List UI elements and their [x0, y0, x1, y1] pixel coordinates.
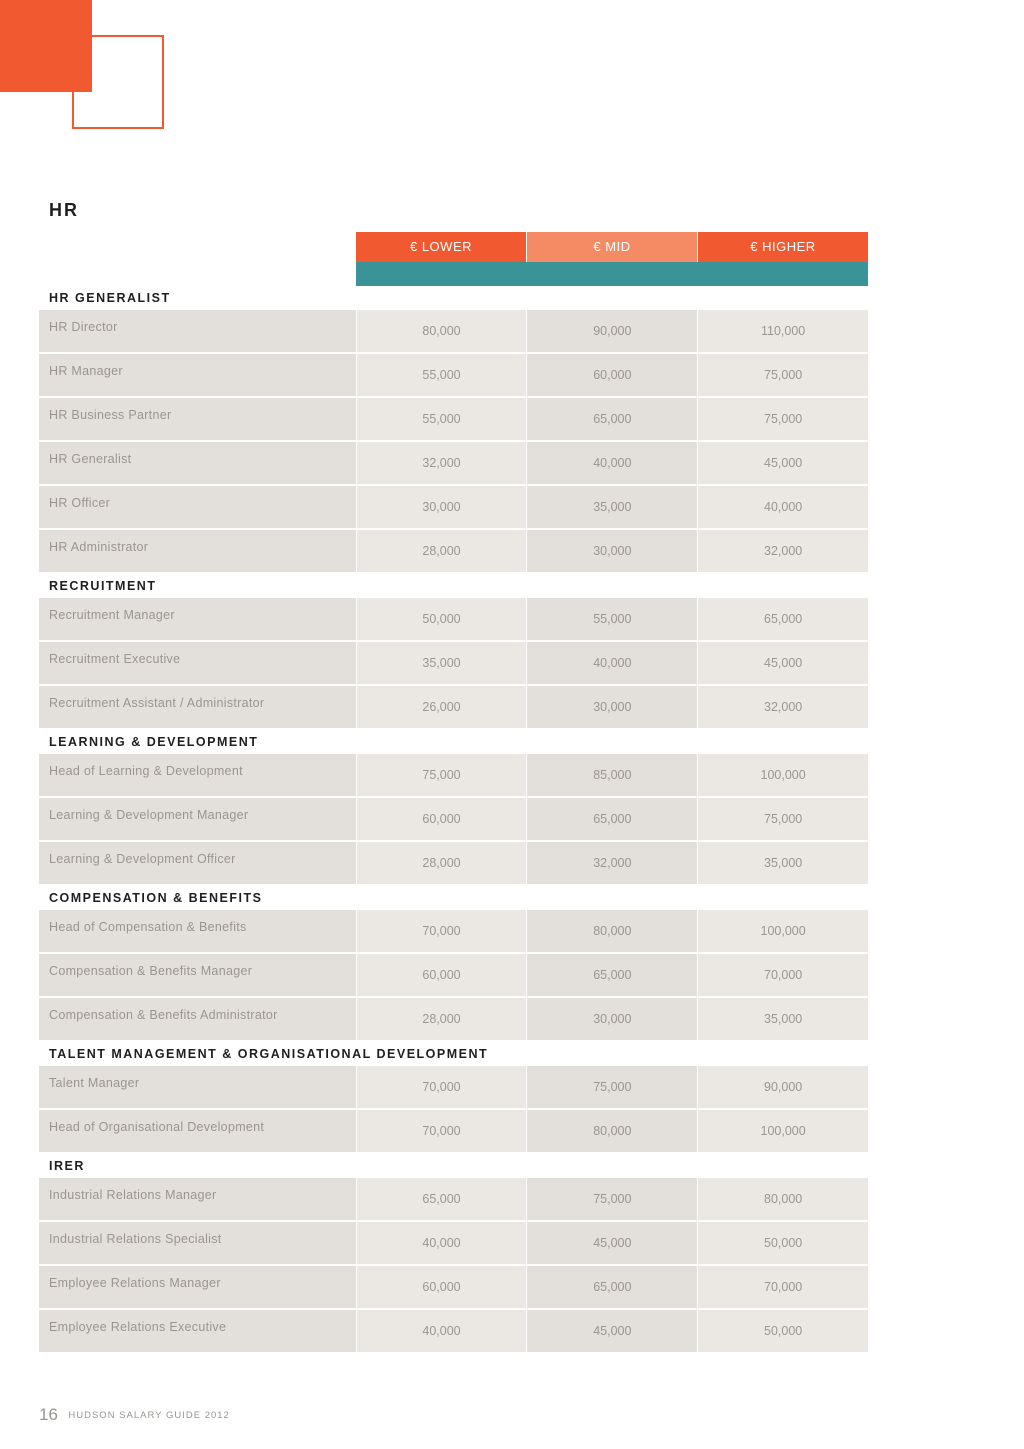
salary-lower: 60,000: [357, 954, 527, 996]
table-row: [39, 310, 868, 352]
table-row: [39, 598, 868, 640]
role-name: Learning & Development Manager: [39, 798, 356, 840]
salary-mid: 65,000: [527, 954, 697, 996]
section-title: TALENT MANAGEMENT & ORGANISATIONAL DEVELOPMENT: [49, 1047, 489, 1061]
salary-higher: 40,000: [698, 486, 868, 528]
salary-higher: 65,000: [698, 598, 868, 640]
role-name: Industrial Relations Specialist: [39, 1222, 356, 1264]
salary-higher: 35,000: [698, 842, 868, 884]
salary-higher: 110,000: [698, 310, 868, 352]
table-row: [39, 1310, 868, 1352]
table-row: [39, 642, 868, 684]
salary-mid: 45,000: [527, 1222, 697, 1264]
salary-mid: 45,000: [527, 1310, 697, 1352]
page-number: 16: [39, 1405, 58, 1424]
column-header-higher: € HIGHER: [698, 232, 868, 262]
salary-mid: 40,000: [527, 642, 697, 684]
salary-higher: 45,000: [698, 642, 868, 684]
salary-lower: 40,000: [357, 1222, 527, 1264]
salary-mid: 32,000: [527, 842, 697, 884]
salary-table: [39, 286, 868, 1354]
role-name: Talent Manager: [39, 1066, 356, 1108]
salary-lower: 28,000: [357, 842, 527, 884]
role-name: HR Generalist: [39, 442, 356, 484]
role-name: Industrial Relations Manager: [39, 1178, 356, 1220]
table-row: [39, 686, 868, 728]
footer: [39, 1405, 230, 1425]
salary-mid: 80,000: [527, 910, 697, 952]
role-name: HR Director: [39, 310, 356, 352]
role-name: Recruitment Executive: [39, 642, 356, 684]
salary-lower: 40,000: [357, 1310, 527, 1352]
table-row: [39, 486, 868, 528]
table-row: [39, 754, 868, 796]
table-row: [39, 910, 868, 952]
salary-mid: 85,000: [527, 754, 697, 796]
role-name: HR Manager: [39, 354, 356, 396]
salary-lower: 32,000: [357, 442, 527, 484]
salary-mid: 90,000: [527, 310, 697, 352]
salary-higher: 32,000: [698, 686, 868, 728]
salary-mid: 30,000: [527, 686, 697, 728]
table-row: [39, 998, 868, 1040]
role-name: Head of Compensation & Benefits: [39, 910, 356, 952]
salary-lower: 70,000: [357, 910, 527, 952]
salary-lower: 60,000: [357, 798, 527, 840]
table-row: [39, 530, 868, 572]
section-title: HR GENERALIST: [49, 291, 171, 305]
role-name: Compensation & Benefits Manager: [39, 954, 356, 996]
salary-lower: 80,000: [357, 310, 527, 352]
salary-higher: 100,000: [698, 910, 868, 952]
role-name: Recruitment Manager: [39, 598, 356, 640]
table-row: [39, 1178, 868, 1220]
salary-lower: 70,000: [357, 1066, 527, 1108]
salary-lower: 26,000: [357, 686, 527, 728]
role-name: Head of Organisational Development: [39, 1110, 356, 1152]
salary-higher: 90,000: [698, 1066, 868, 1108]
salary-mid: 30,000: [527, 530, 697, 572]
salary-higher: 45,000: [698, 442, 868, 484]
role-name: HR Business Partner: [39, 398, 356, 440]
page-title: HR: [49, 200, 79, 220]
salary-lower: 35,000: [357, 642, 527, 684]
salary-higher: 50,000: [698, 1222, 868, 1264]
table-row: [39, 1266, 868, 1308]
salary-lower: 28,000: [357, 998, 527, 1040]
table-row: [39, 1066, 868, 1108]
column-header-lower: € LOWER: [356, 232, 526, 262]
salary-higher: 70,000: [698, 954, 868, 996]
table-row: [39, 442, 868, 484]
section-title: IRER: [49, 1159, 85, 1173]
salary-higher: 32,000: [698, 530, 868, 572]
salary-lower: 75,000: [357, 754, 527, 796]
salary-lower: 60,000: [357, 1266, 527, 1308]
table-row: [39, 1222, 868, 1264]
role-name: Recruitment Assistant / Administrator: [39, 686, 356, 728]
section-title: RECRUITMENT: [49, 579, 157, 593]
table-row: [39, 354, 868, 396]
salary-mid: 80,000: [527, 1110, 697, 1152]
role-name: Employee Relations Executive: [39, 1310, 356, 1352]
section-title: LEARNING & DEVELOPMENT: [49, 735, 259, 749]
header-teal-bar: [356, 262, 868, 286]
section-title: COMPENSATION & BENEFITS: [49, 891, 263, 905]
footer-title: HUDSON SALARY GUIDE 2012: [68, 1409, 230, 1421]
salary-lower: 70,000: [357, 1110, 527, 1152]
role-name: Employee Relations Manager: [39, 1266, 356, 1308]
salary-higher: 100,000: [698, 754, 868, 796]
table-row: [39, 842, 868, 884]
role-name: Learning & Development Officer: [39, 842, 356, 884]
salary-mid: 55,000: [527, 598, 697, 640]
salary-mid: 65,000: [527, 398, 697, 440]
role-name: Compensation & Benefits Administrator: [39, 998, 356, 1040]
salary-lower: 55,000: [357, 354, 527, 396]
table-row: [39, 954, 868, 996]
salary-mid: 30,000: [527, 998, 697, 1040]
salary-mid: 60,000: [527, 354, 697, 396]
salary-higher: 80,000: [698, 1178, 868, 1220]
salary-lower: 28,000: [357, 530, 527, 572]
salary-mid: 75,000: [527, 1066, 697, 1108]
salary-higher: 100,000: [698, 1110, 868, 1152]
salary-mid: 65,000: [527, 1266, 697, 1308]
salary-lower: 50,000: [357, 598, 527, 640]
salary-mid: 75,000: [527, 1178, 697, 1220]
salary-lower: 55,000: [357, 398, 527, 440]
salary-higher: 75,000: [698, 798, 868, 840]
salary-lower: 30,000: [357, 486, 527, 528]
table-row: [39, 398, 868, 440]
table-row: [39, 1110, 868, 1152]
table-row: [39, 798, 868, 840]
salary-higher: 35,000: [698, 998, 868, 1040]
salary-mid: 35,000: [527, 486, 697, 528]
salary-higher: 70,000: [698, 1266, 868, 1308]
corner-accent-outline: [72, 35, 164, 129]
role-name: HR Administrator: [39, 530, 356, 572]
salary-higher: 75,000: [698, 398, 868, 440]
salary-higher: 50,000: [698, 1310, 868, 1352]
column-header-mid: € MID: [527, 232, 697, 262]
role-name: Head of Learning & Development: [39, 754, 356, 796]
role-name: HR Officer: [39, 486, 356, 528]
salary-lower: 65,000: [357, 1178, 527, 1220]
salary-higher: 75,000: [698, 354, 868, 396]
salary-mid: 65,000: [527, 798, 697, 840]
salary-mid: 40,000: [527, 442, 697, 484]
